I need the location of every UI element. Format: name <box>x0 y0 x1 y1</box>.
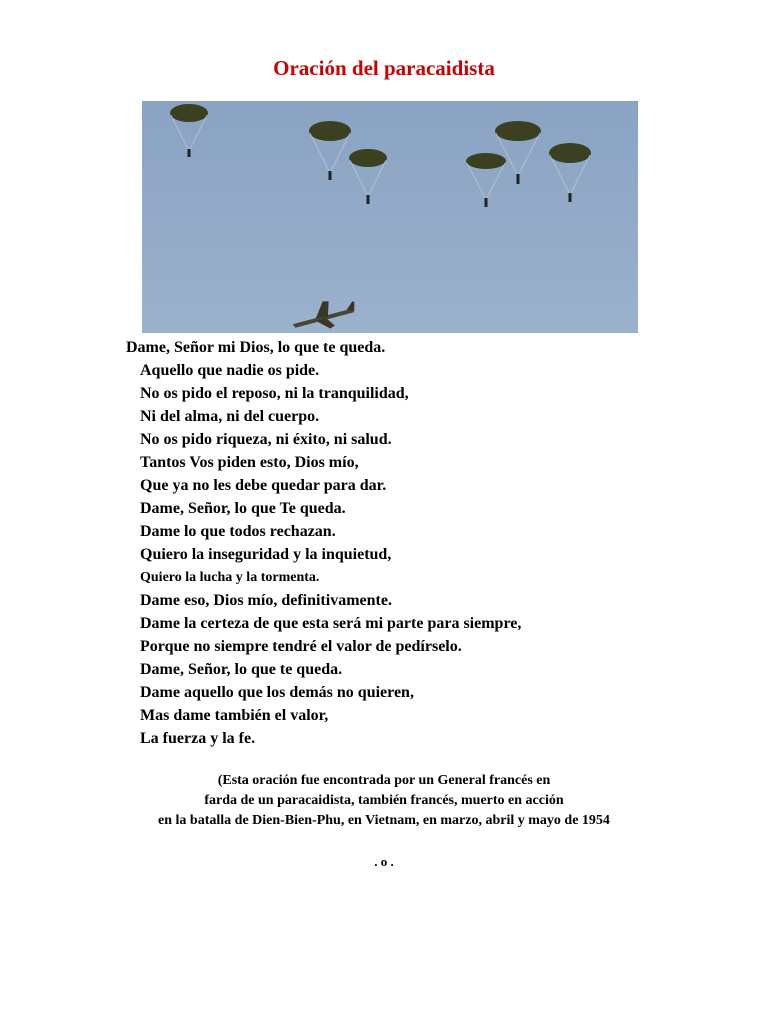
poem-line: Aquello que nadie os pide. <box>140 362 320 379</box>
poem-line: La fuerza y la fe. <box>140 730 256 747</box>
poem-line: Que ya no les debe quedar para dar. <box>140 477 387 494</box>
poem-line: Porque no siempre tendré el valor de pedírselo. <box>140 638 462 655</box>
poem-line: Dame, Señor mi Dios, lo que te queda. <box>126 339 386 356</box>
footnote <box>0 771 768 831</box>
footnote-line: en la batalla de Dien-Bien-Phu, en Vietnam, en marzo, abril y mayo de 1954 <box>158 813 610 828</box>
paratroopers-photo <box>142 101 638 333</box>
page-title: Oración del paracaidista <box>273 56 495 80</box>
poem-line: Dame aquello que los demás no quieren, <box>140 684 414 701</box>
poem-line: Quiero la inseguridad y la inquietud, <box>140 546 392 563</box>
poem-line: Dame la certeza de que esta será mi parte para siempre, <box>140 615 522 632</box>
footnote-line: farda de un paracaidista, también francés, muerto en acción <box>204 793 564 808</box>
poem-line: No os pido riqueza, ni éxito, ni salud. <box>140 431 392 448</box>
poem-line: Dame eso, Dios mío, definitivamente. <box>140 592 392 609</box>
poem-line: Dame, Señor, lo que te queda. <box>140 661 343 678</box>
poem-line: Dame, Señor, lo que Te queda. <box>140 500 346 517</box>
footnote-line: (Esta oración fue encontrada por un General francés en <box>217 773 551 788</box>
end-mark: . o . <box>374 854 394 869</box>
poem-line: Quiero la lucha y la tormenta. <box>140 570 320 585</box>
poem-line: Mas dame también el valor, <box>140 707 329 724</box>
poem-line: No os pido el reposo, ni la tranquilidad, <box>140 385 409 402</box>
poem-line: Dame lo que todos rechazan. <box>140 523 336 540</box>
poem-line: Ni del alma, ni del cuerpo. <box>140 408 320 425</box>
poem-line: Tantos Vos piden esto, Dios mío, <box>140 454 359 471</box>
sky <box>142 101 638 333</box>
